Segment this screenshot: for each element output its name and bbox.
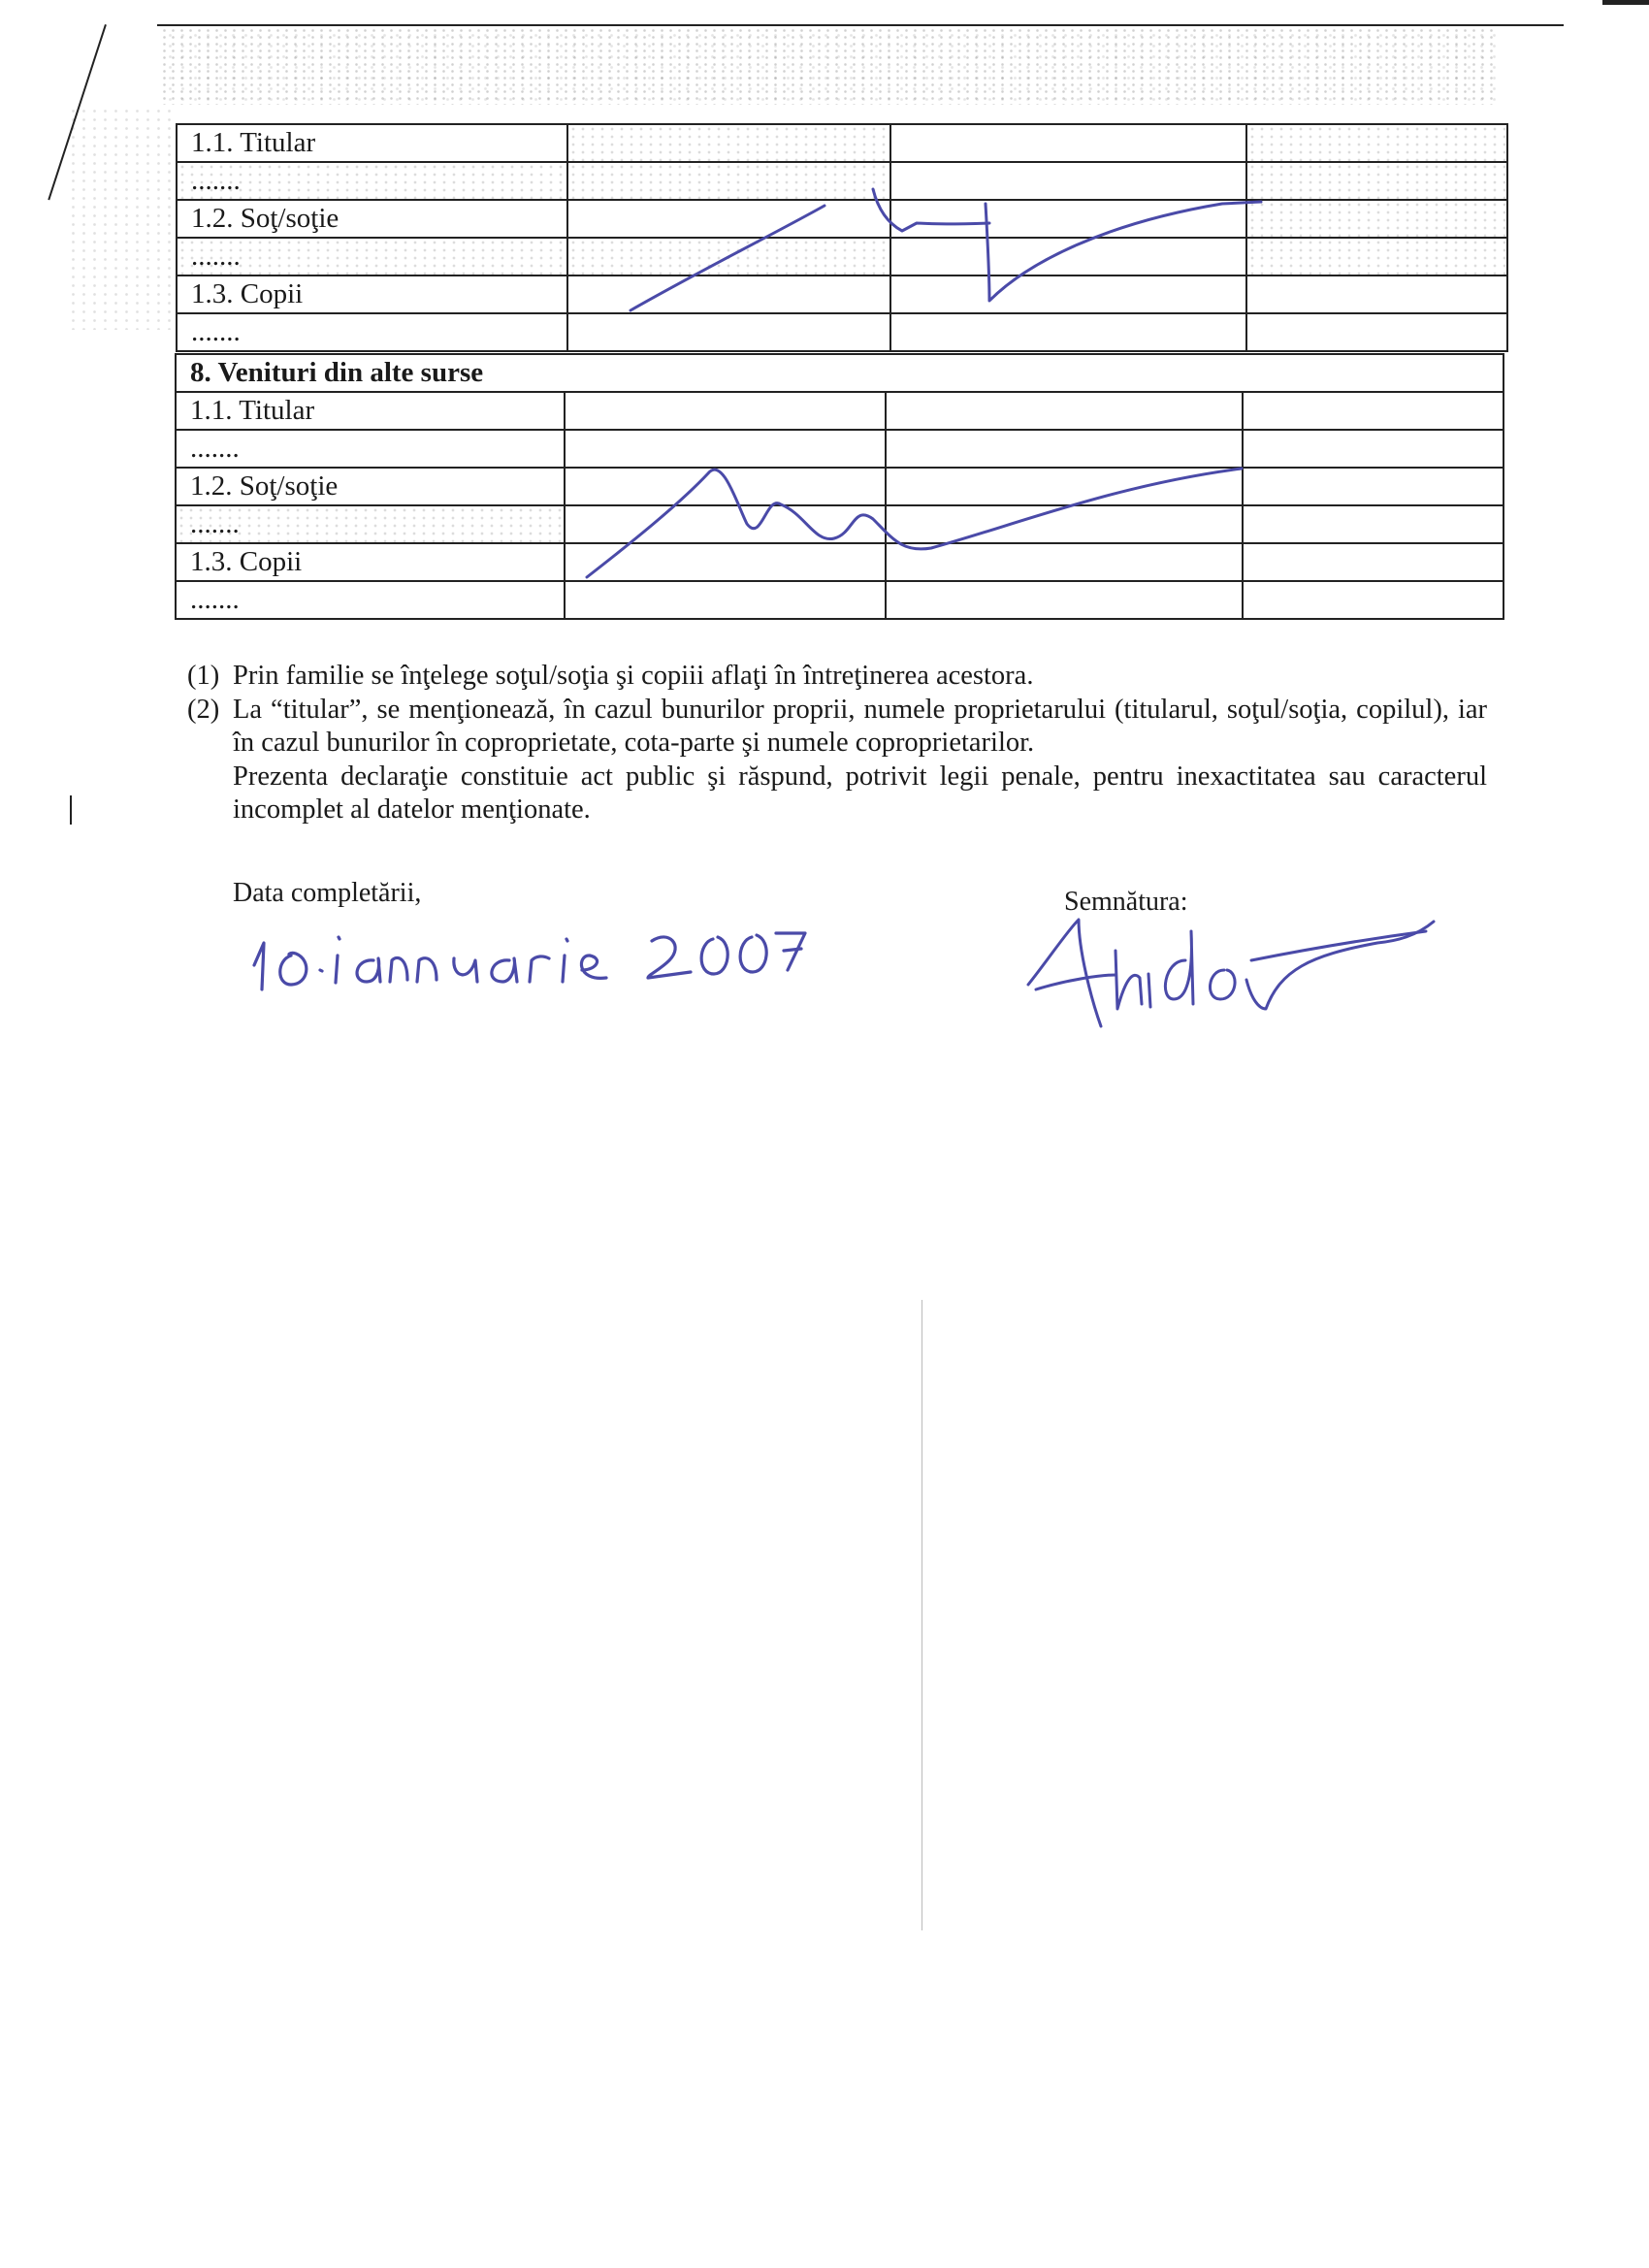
table-cell <box>886 392 1243 430</box>
income-table-other-sources <box>175 353 1504 620</box>
table-cell <box>1246 124 1507 162</box>
table-row <box>176 392 1504 430</box>
row-label: 1.1. Titular <box>176 392 565 430</box>
income-table-top <box>176 123 1508 352</box>
row-label: ....... <box>177 162 567 200</box>
declaration-statement <box>187 761 1487 827</box>
table-row <box>177 238 1507 275</box>
table-row <box>176 543 1504 581</box>
table-cell <box>890 275 1246 313</box>
scan-shade-left <box>68 107 175 330</box>
table-row <box>176 468 1504 505</box>
table-cell <box>890 124 1246 162</box>
table-cell <box>1246 275 1507 313</box>
table-cell <box>1243 392 1504 430</box>
scan-noise <box>160 27 1499 105</box>
table-row <box>177 124 1507 162</box>
table-cell <box>886 505 1243 543</box>
table-cell <box>567 200 890 238</box>
table-cell <box>890 200 1246 238</box>
table-cell <box>565 468 886 505</box>
row-label: ....... <box>177 313 567 351</box>
table-cell <box>565 430 886 468</box>
table-cell <box>1243 430 1504 468</box>
row-label: ....... <box>176 430 565 468</box>
footnote-number: (1) <box>187 661 220 691</box>
table-cell <box>567 124 890 162</box>
table-cell <box>1243 543 1504 581</box>
table-row <box>177 275 1507 313</box>
row-label: 1.2. Soţ/soţie <box>177 200 567 238</box>
table-cell <box>567 238 890 275</box>
section-header-row <box>176 354 1504 392</box>
footnote-2 <box>187 694 1487 761</box>
table-cell <box>886 468 1243 505</box>
table-cell <box>1246 313 1507 351</box>
table-row <box>177 200 1507 238</box>
table-row <box>177 162 1507 200</box>
row-label: ....... <box>176 505 565 543</box>
table-cell <box>890 238 1246 275</box>
table-cell <box>1243 581 1504 619</box>
footnotes <box>187 660 1487 827</box>
section-title: 8. Venituri din alte surse <box>176 354 1504 392</box>
row-label: 1.3. Copii <box>176 543 565 581</box>
table-cell <box>1246 162 1507 200</box>
footnote-number: (2) <box>187 694 220 725</box>
table-cell <box>567 162 890 200</box>
table-cell <box>565 392 886 430</box>
signature-mark <box>1028 920 1101 1026</box>
table-cell <box>890 162 1246 200</box>
footnote-text: La “titular”, se menţionează, în cazul bunurilor proprii, numele proprietarului (titularul, soţul/soţia, copilul), iar în cazul bunurilor în coproprietate, cota-parte şi numele coproprietarilor. <box>233 694 1487 758</box>
signature-label: Semnătura: <box>1064 887 1188 917</box>
footnote-text: Prin familie se înţelege soţul/soţia şi copiii aflaţi în întreţinerea acestora. <box>233 661 1034 691</box>
table-row <box>177 313 1507 351</box>
footnote-1 <box>187 660 1487 694</box>
table-row <box>176 430 1504 468</box>
table-cell <box>890 313 1246 351</box>
scan-edge-right <box>1602 0 1649 5</box>
row-label: ....... <box>177 238 567 275</box>
row-label: 1.2. Soţ/soţie <box>176 468 565 505</box>
table-cell <box>565 505 886 543</box>
table-cell <box>567 275 890 313</box>
table-cell <box>565 543 886 581</box>
table-cell <box>1243 505 1504 543</box>
declaration-text: Prezenta declaraţie constituie act public şi răspund, potrivit legii penale, pentru inexactitatea sau caracterul incomplet al datelor menţionate. <box>233 761 1487 825</box>
row-label: 1.1. Titular <box>177 124 567 162</box>
date-label: Data completării, <box>233 878 422 908</box>
table-cell <box>886 581 1243 619</box>
row-label: 1.3. Copii <box>177 275 567 313</box>
table-cell <box>1243 468 1504 505</box>
table-cell <box>567 313 890 351</box>
table-cell <box>886 430 1243 468</box>
table-row <box>176 581 1504 619</box>
table-cell <box>1246 200 1507 238</box>
scan-edge-top <box>157 24 1564 26</box>
scan-mark <box>70 795 72 825</box>
table-row <box>176 505 1504 543</box>
row-label: ....... <box>176 581 565 619</box>
table-cell <box>886 543 1243 581</box>
table-cell <box>565 581 886 619</box>
table-cell <box>1246 238 1507 275</box>
